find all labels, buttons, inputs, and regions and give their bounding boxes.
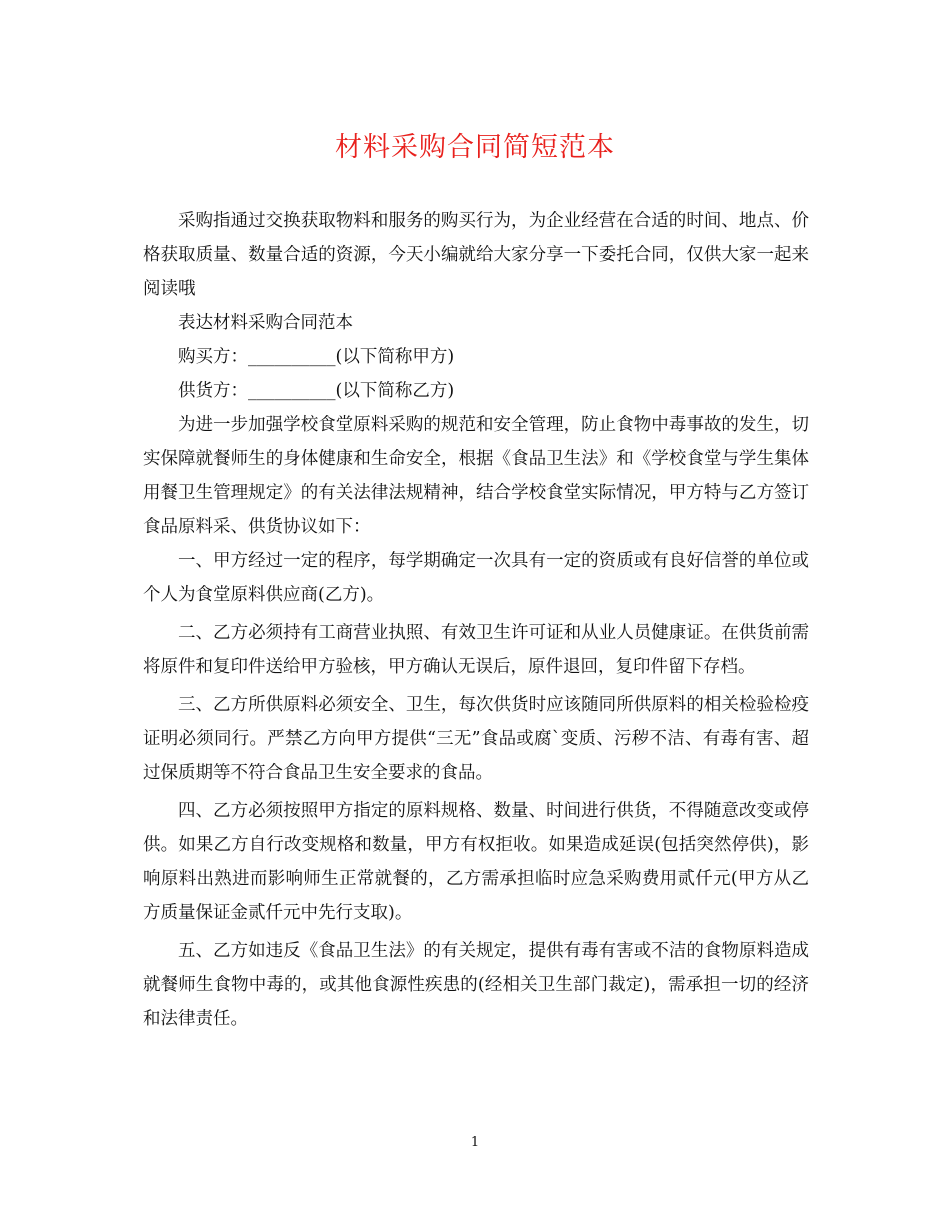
paragraph-supplier: 供货方：__________(以下简称乙方) [178, 381, 455, 401]
paragraph-clause-1: 一、甲方经过一定的程序，每学期确定一次具有一定的资质或有良好信誉的单位或个人为食堂原料供应商(乙方)。 [143, 551, 809, 605]
page-number: 1 [470, 1135, 480, 1150]
paragraph-clause-5: 五、乙方如违反《食品卫生法》的有关规定，提供有毒有害或不洁的食物原料造成就餐师生食物中毒的，或其他食源性疾患的(经相关卫生部门裁定)，需承担一切的经济和法律责任。 [143, 941, 809, 1029]
paragraph-clause-3: 三、乙方所供原料必须安全、卫生，每次供货时应该随同所供原料的相关检验检疫证明必须同行。严禁乙方向甲方提供“三无”食品或腐`变质、污秽不洁、有毒有害、超过保质期等不符合食品卫生安全要求的食品。 [143, 695, 809, 783]
paragraph-heading: 表达材料采购合同范本 [178, 313, 353, 333]
paragraph-buyer: 购买方：__________(以下简称甲方) [178, 347, 455, 367]
document-title: 材料采购合同简短范本 [335, 132, 615, 163]
paragraph-clause-4: 四、乙方必须按照甲方指定的原料规格、数量、时间进行供货，不得随意改变或停供。如果乙方自行改变规格和数量，甲方有权拒收。如果造成延误(包括突然停供)，影响原料出熟进而影响师生正常就餐的，乙方需承担临时应急采购费用贰仟元(甲方从乙方质量保证金贰仟元中先行支取)。 [143, 801, 809, 923]
paragraph-clause-2: 二、乙方必须持有工商营业执照、有效卫生许可证和从业人员健康证。在供货前需将原件和复印件送给甲方验核，甲方确认无误后，原件退回，复印件留下存档。 [143, 623, 809, 677]
document-body [143, 204, 809, 1036]
paragraph-preamble: 为进一步加强学校食堂原料采购的规范和安全管理，防止食物中毒事故的发生，切实保障就餐师生的身体健康和生命安全，根据《食品卫生法》和《学校食堂与学生集体用餐卫生管理规定》的有关法律法规精神，结合学校食堂实际情况，甲方特与乙方签订食品原料采、供货协议如下： [143, 415, 809, 537]
paragraph-intro: 采购指通过交换获取物料和服务的购买行为，为企业经营在合适的时间、地点、价格获取质量、数量合适的资源，今天小编就给大家分享一下委托合同，仅供大家一起来阅读哦 [143, 211, 809, 299]
